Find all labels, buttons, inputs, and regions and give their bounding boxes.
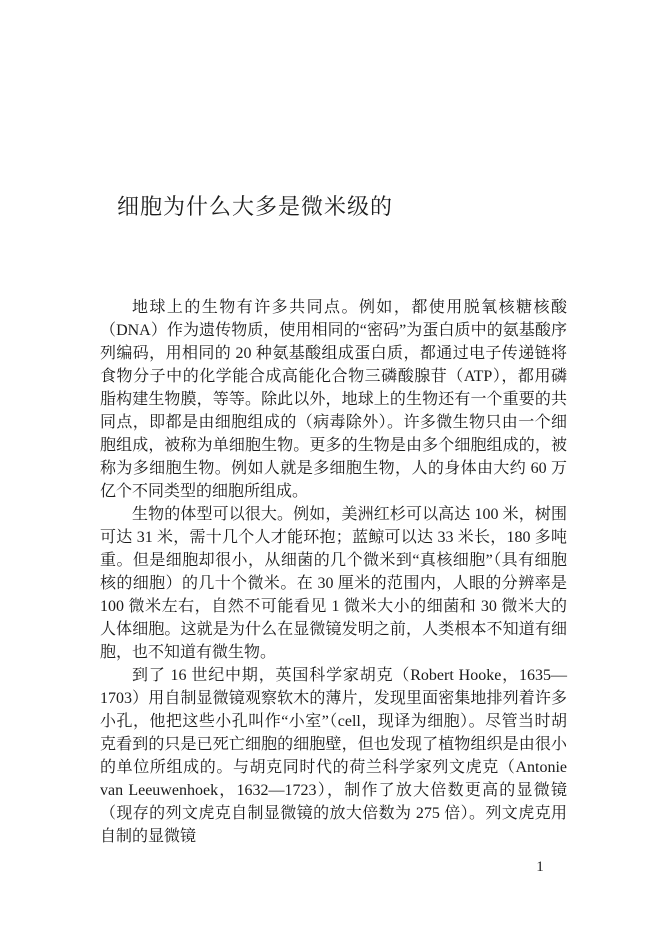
paragraph-common-features: 地球上的生物有许多共同点。例如，都使用脱氧核糖核酸（DNA）作为遗传物质，使用相同的“密码”为蛋白质中的氨基酸序列编码，用相同的 20 种氨基酸组成蛋白质，都通过电子传递链将食物分子中的化学能合成高能化合物三磷酸腺苷（ATP），都用磷脂构建生物膜，等等。除此以外，地球上的生物还有一个重要的共同点，即都是由细胞组成的（病毒除外）。许多微生物只由一个细胞组成，被称为单细胞生物。更多的生物是由多个细胞组成的，被称为多细胞生物。例如人就是多细胞生物，人的身体由大约 60 万亿个不同类型的细胞所组成。 (100, 299, 567, 500)
paragraph-hooke-leeuwenhoek: 到了 16 世纪中期，英国科学家胡克（Robert Hooke，1635—1703）用自制显微镜观察软木的薄片，发现里面密集地排列着许多小孔，他把这些小孔叫作“小室”（cell，现译为细胞）。尽管当时胡克看到的只是已死亡细胞的细胞壁，但也发现了植物组织是由很小的单位所组成的。与胡克同时代的荷兰科学家列文虎克（Antonie van Leeuwenhoek，1632—1723），制作了放大倍数更高的显微镜（现存的列文虎克自制显微镜的放大倍数为 275 倍）。列文虎克用自制的显微镜 (100, 667, 567, 845)
page-title: 细胞为什么大多是微米级的 (117, 194, 394, 219)
page-number: 1 (536, 859, 544, 875)
paragraph-organism-size: 生物的体型可以很大。例如，美洲红杉可以高达 100 米，树围可达 31 米，需十几个人才能环抱；蓝鲸可以达 33 米长，180 多吨重。但是细胞却很小，从细菌的几个微米到“真核细胞”（具有细胞核的细胞）的几十个微米。在 30 厘米的范围内，人眼的分辨率是 100 微米左右，自然不可能看见 1 微米大小的细菌和 30 微米大的人体细胞。这就是为什么在显微镜发明之前，人类根本不知道有细胞，也不知道有微生物。 (100, 506, 567, 661)
document-body (100, 296, 567, 848)
